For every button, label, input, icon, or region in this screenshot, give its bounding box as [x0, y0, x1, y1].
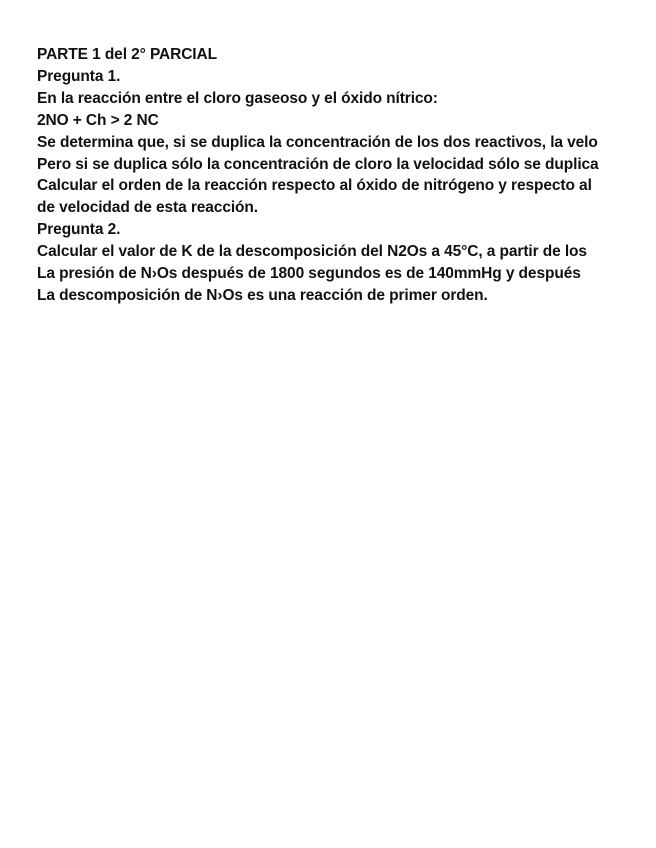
- document-title: PARTE 1 del 2° PARCIAL: [37, 46, 217, 63]
- question-2-task: Calcular el valor de K de la descomposición del N2Os a 45°C, a partir de los: [37, 243, 587, 261]
- question-1-equation: 2NO + Ch > 2 NC: [37, 111, 159, 129]
- question-2-data: La presión de N›Os después de 1800 segundos es de 140mmHg y después: [37, 265, 581, 283]
- question-1-statement-2: Pero si se duplica sólo la concentración de cloro la velocidad sólo se duplica: [37, 155, 599, 173]
- question-1-task-continued: de velocidad de esta reacción.: [37, 199, 258, 217]
- question-1-statement-1: Se determina que, si se duplica la concentración de los dos reactivos, la velo: [37, 133, 598, 151]
- question-1-heading: Pregunta 1.: [37, 67, 121, 85]
- question-2-note: La descomposición de N›Os es una reacción de primer orden.: [37, 286, 488, 304]
- question-1-intro: En la reacción entre el cloro gaseoso y el óxido nítrico:: [37, 89, 438, 107]
- question-1-task: Calcular el orden de la reacción respecto al óxido de nitrógeno y respecto al: [37, 177, 592, 195]
- question-2-heading: Pregunta 2.: [37, 221, 121, 239]
- document-page: [37, 44, 637, 307]
